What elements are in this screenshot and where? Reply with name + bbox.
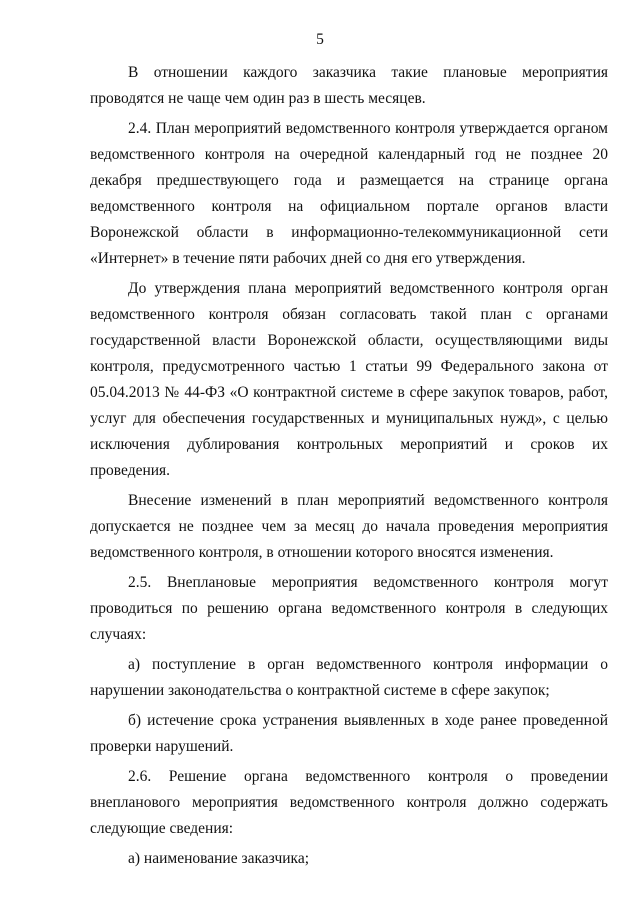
paragraph-planned-frequency: В отношении каждого заказчика такие плановые мероприятия проводятся не чаще чем один раз в шесть месяцев. [90, 64, 608, 107]
list-item-b-deadline: б) истечение срока устранения выявленных в ходе ранее проведенной проверки нарушений. [90, 712, 608, 755]
document-body [90, 60, 608, 876]
list-item-a-information: а) поступление в орган ведомственного контроля информации о нарушении законодательства о контрактной системе в сфере закупок; [90, 656, 608, 699]
paragraph-2-6-decision: 2.6. Решение органа ведомственного контроля о проведении внепланового мероприятия ведомственного контроля должно содержать следующие сведения: [90, 768, 608, 837]
page-number: 5 [316, 31, 324, 48]
paragraph-plan-changes: Внесение изменений в план мероприятий ведомственного контроля допускается не позднее чем за месяц до начала проведения мероприятия ведомственного контроля, в отношении которого вносятся изменения. [90, 492, 608, 561]
paragraph-2-4-plan-approval: 2.4. План мероприятий ведомственного контроля утверждается органом ведомственного контроля на очередной календарный год не позднее 20 декабря предшествующего года и размещается на странице органа ведомственного контроля на официальном портале органов власти Воронежской области в информационно-телекоммуникационной сети «Интернет» в течение пяти рабочих дней со дня его утверждения. [90, 120, 608, 267]
paragraph-2-5-unscheduled: 2.5. Внеплановые мероприятия ведомственного контроля могут проводиться по решению органа ведомственного контроля в следующих случаях: [90, 574, 608, 643]
paragraph-plan-coordination: До утверждения плана мероприятий ведомственного контроля орган ведомственного контроля обязан согласовать такой план с органами государственной власти Воронежской области, осуществляющими виды контроля, предусмотренного частью 1 статьи 99 Федерального закона от 05.04.2013 № 44-ФЗ «О контрактной системе в сфере закупок товаров, работ, услуг для обеспечения государственных и муниципальных нужд», с целью исключения дублирования контрольных мероприятий и сроков их проведения. [90, 280, 608, 479]
list-item-a-customer-name: а) наименование заказчика; [128, 850, 310, 867]
